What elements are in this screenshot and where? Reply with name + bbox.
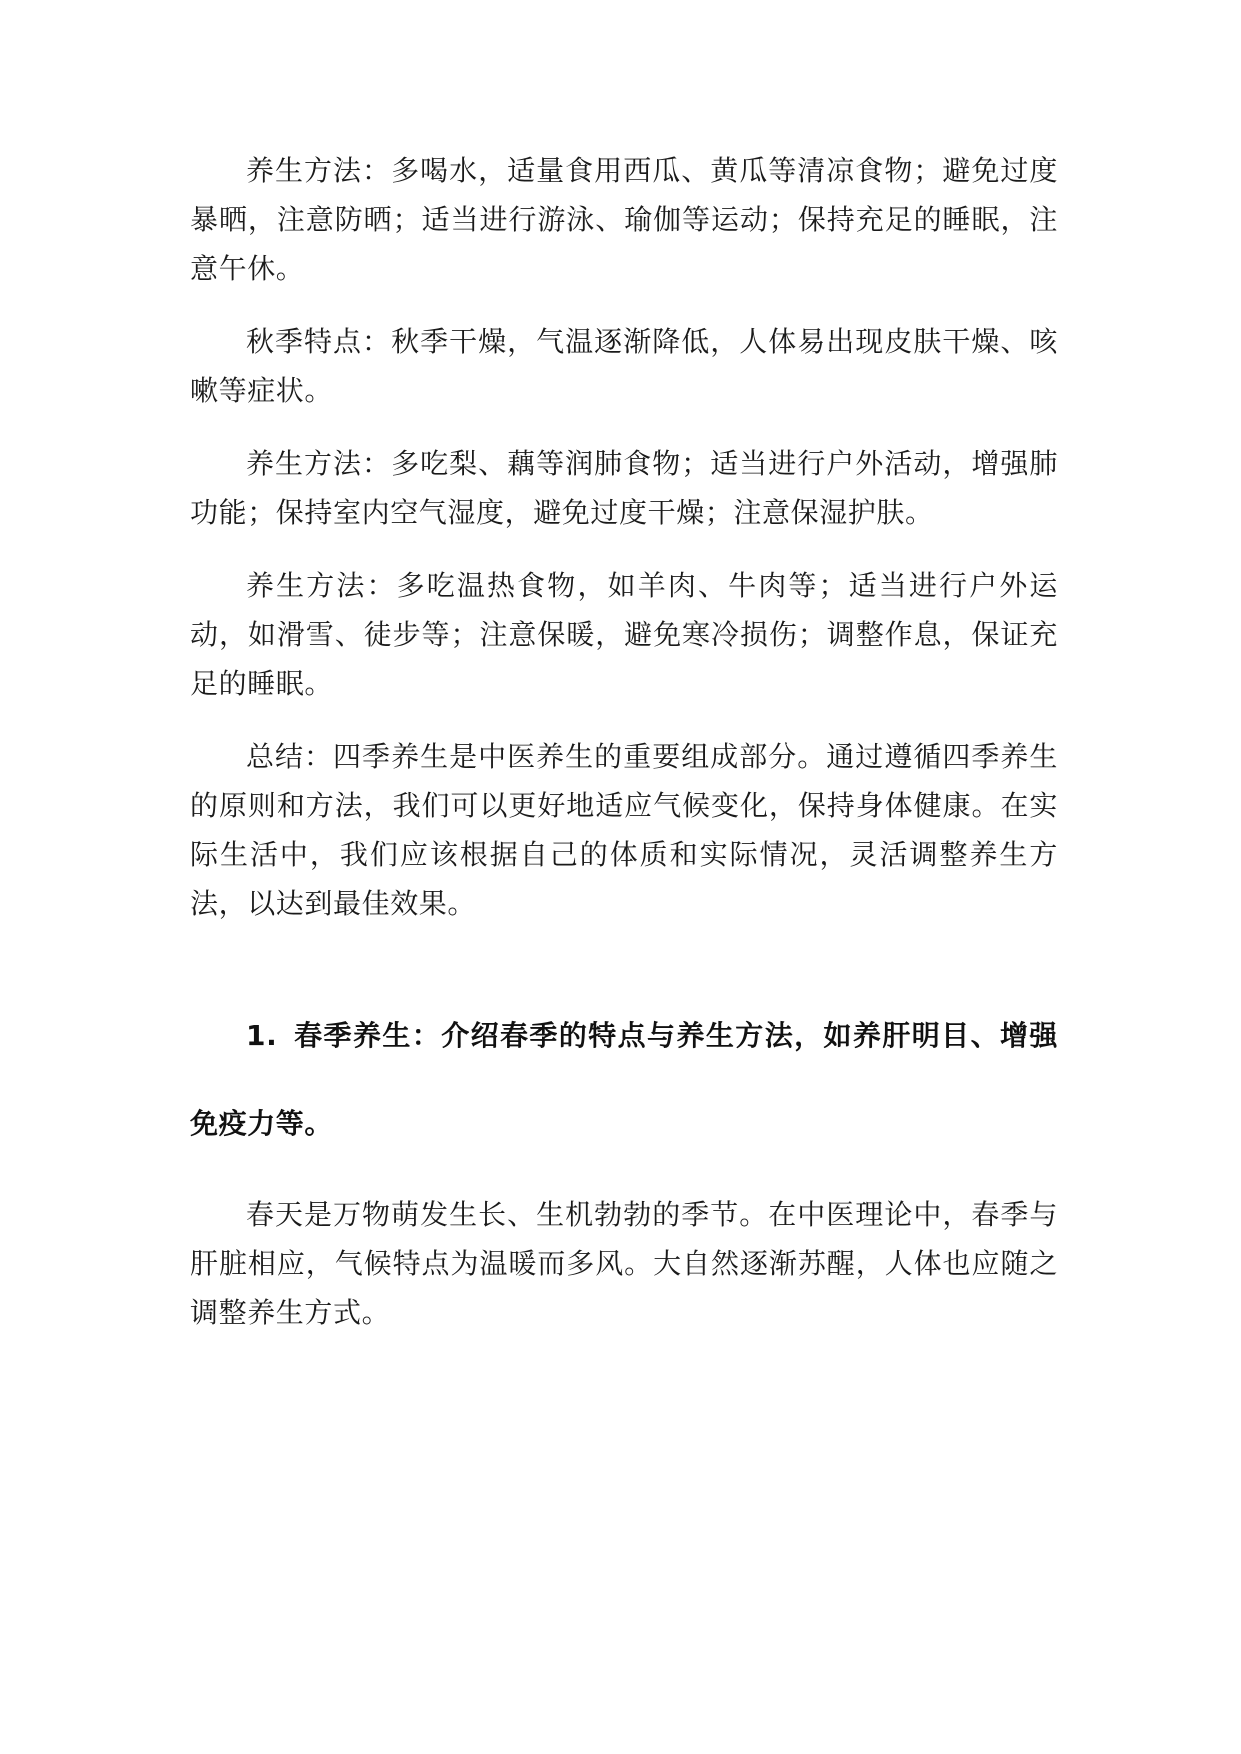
document-body — [190, 146, 1058, 1337]
section-heading-text: 春季养生：介绍春季的特点与养生方法，如养肝明目、增强免疫力等。 — [190, 1019, 1058, 1140]
paragraph-summer-methods: 养生方法：多喝水，适量食用西瓜、黄瓜等清凉食物；避免过度暴晒，注意防晒；适当进行游泳、瑜伽等运动；保持充足的睡眠，注意午休。 — [190, 154, 1058, 285]
paragraph-winter-methods: 养生方法：多吃温热食物，如羊肉、牛肉等；适当进行户外运动，如滑雪、徒步等；注意保暖，避免寒冷损伤；调整作息，保证充足的睡眠。 — [190, 569, 1058, 700]
paragraph-autumn-methods: 养生方法：多吃梨、藕等润肺食物；适当进行户外活动，增强肺功能；保持室内空气湿度，避免过度干燥；注意保湿护肤。 — [190, 447, 1058, 529]
paragraph-spring-intro: 春天是万物萌发生长、生机勃勃的季节。在中医理论中，春季与肝脏相应，气候特点为温暖而多风。大自然逐渐苏醒，人体也应随之调整养生方式。 — [190, 1198, 1058, 1329]
section-number: 1. — [246, 1019, 278, 1052]
section-heading — [190, 992, 1058, 1168]
paragraph-autumn-features: 秋季特点：秋季干燥，气温逐渐降低，人体易出现皮肤干燥、咳嗽等症状。 — [190, 325, 1058, 407]
paragraph-summary: 总结：四季养生是中医养生的重要组成部分。通过遵循四季养生的原则和方法，我们可以更好地适应气候变化，保持身体健康。在实际生活中，我们应该根据自己的体质和实际情况，灵活调整养生方法，以达到最佳效果。 — [190, 740, 1058, 920]
